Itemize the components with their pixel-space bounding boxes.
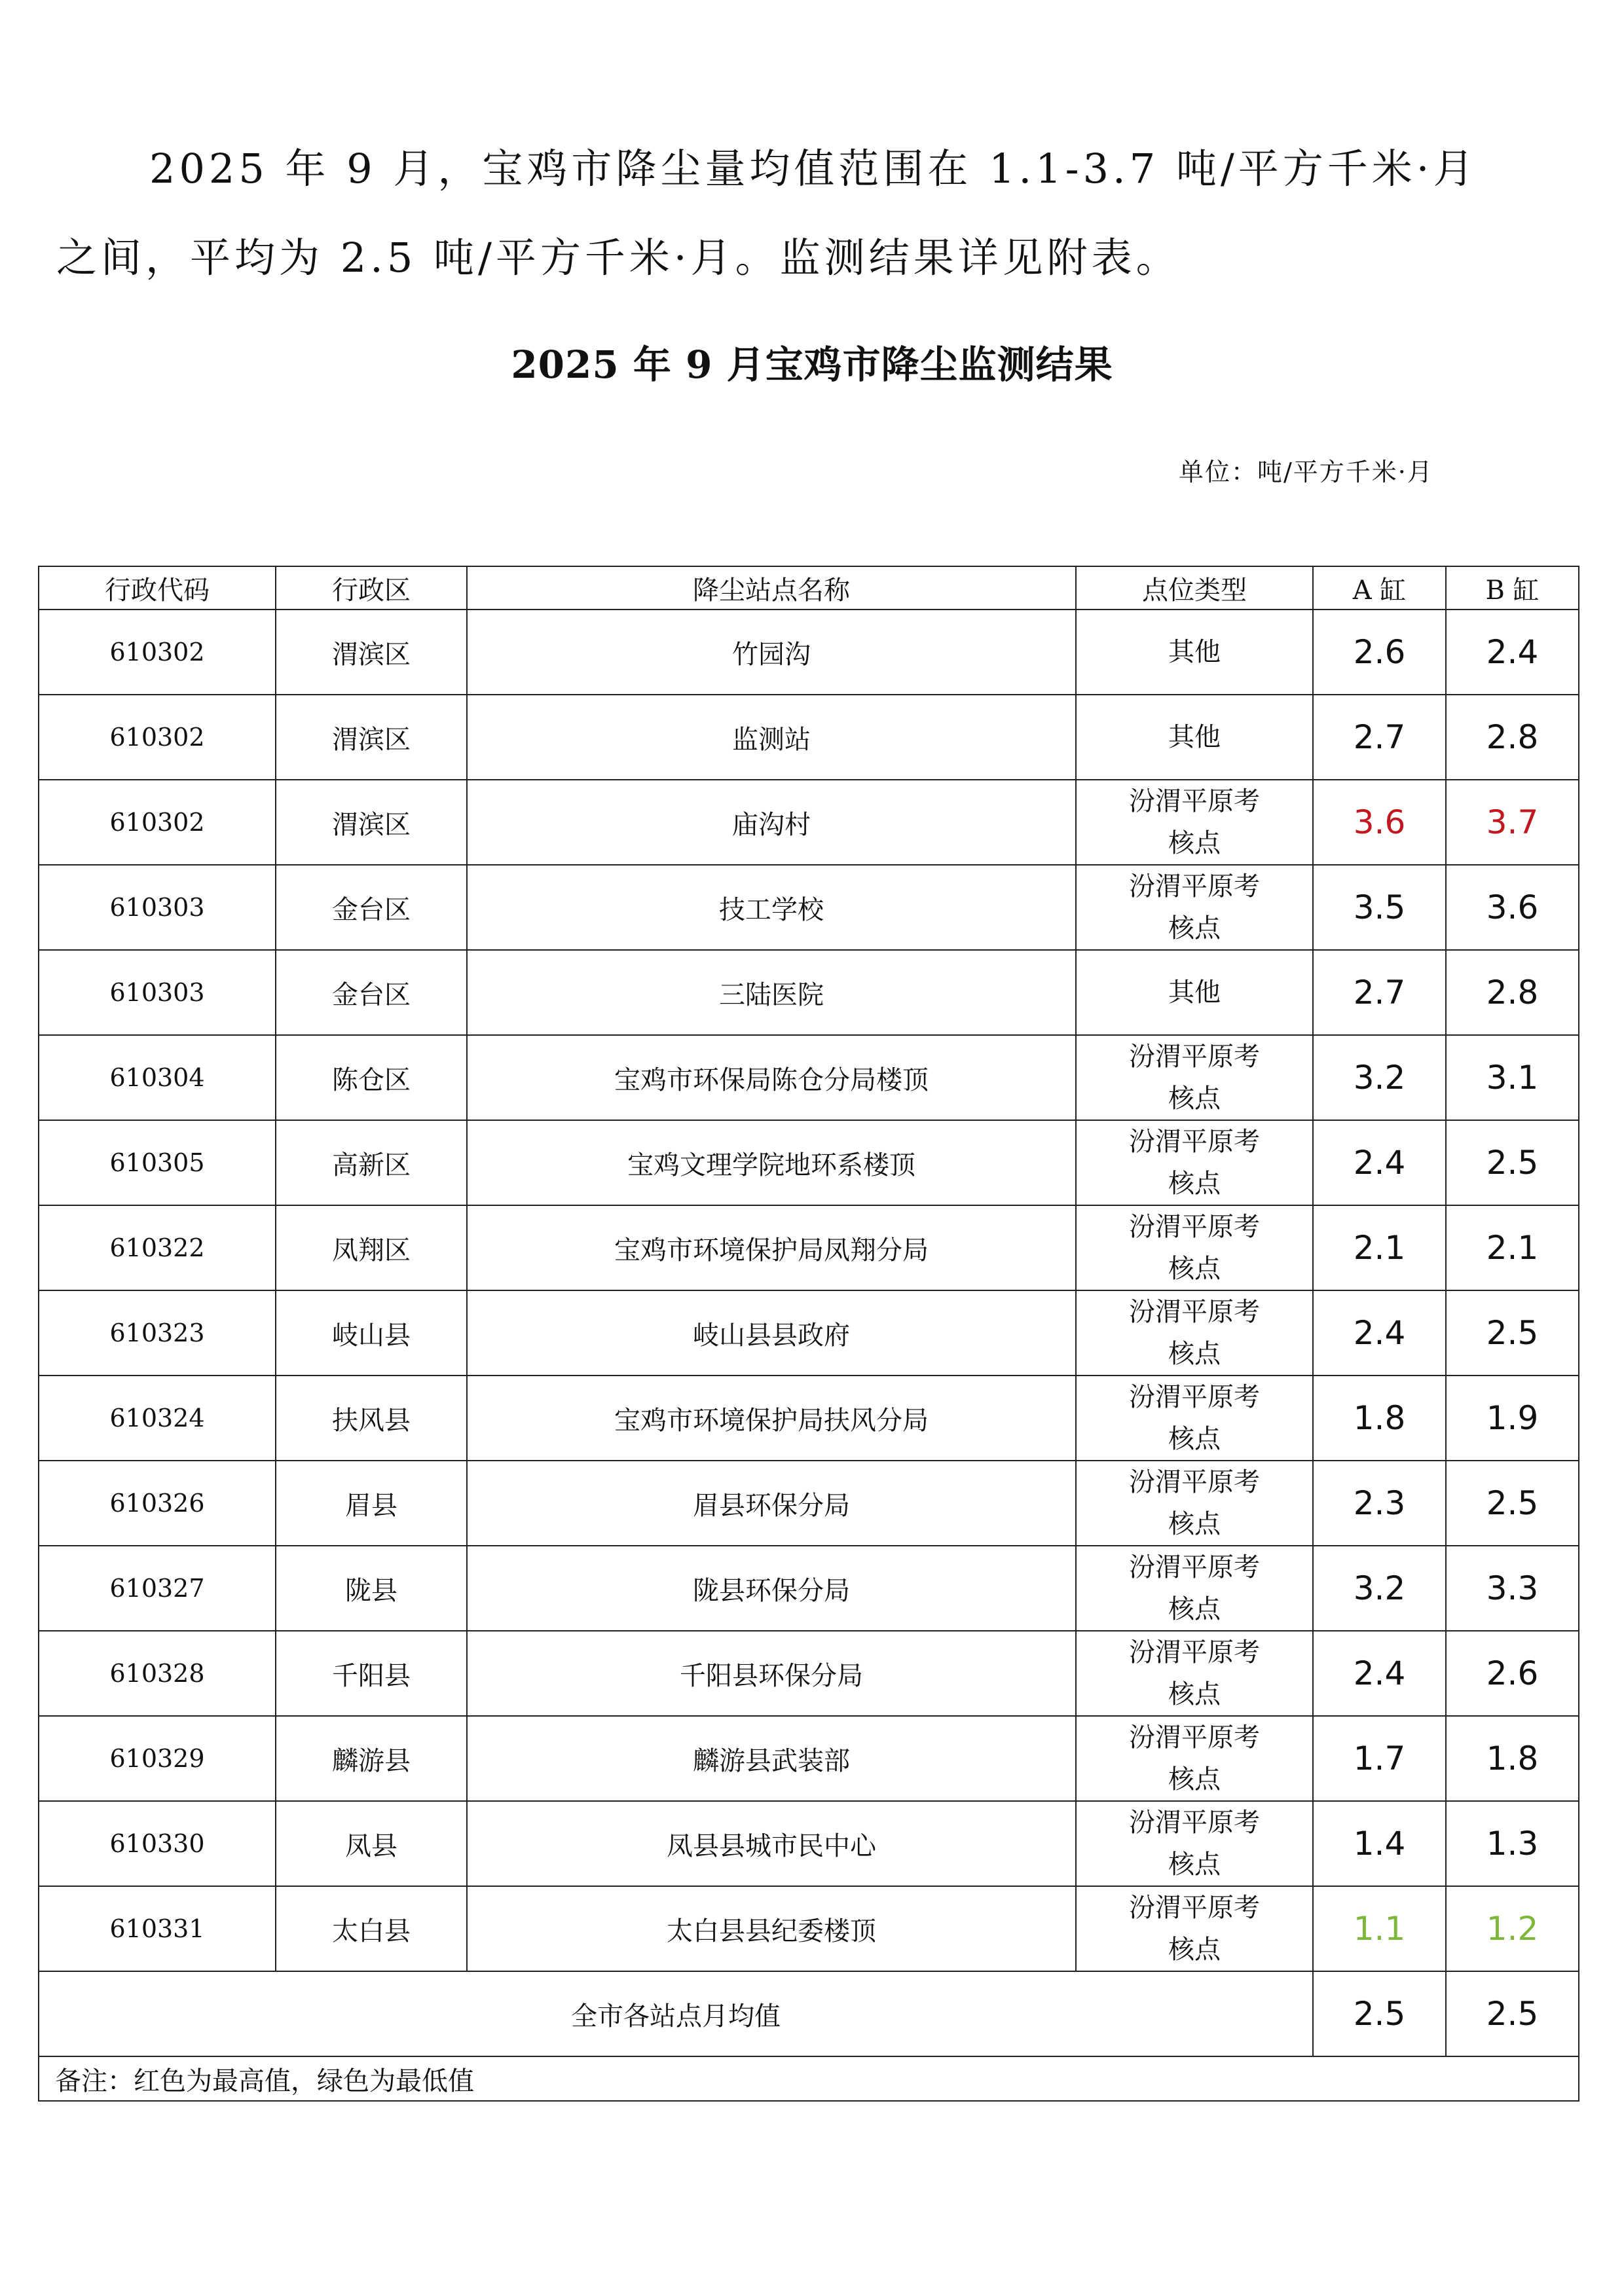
table-header-row (39, 566, 1579, 610)
average-row (39, 1971, 1579, 2056)
row-b-value: 2.5 (1446, 1120, 1579, 1205)
row-b-value: 2.1 (1446, 1205, 1579, 1290)
table-row (39, 780, 1579, 865)
row-a-value: 1.7 (1313, 1716, 1446, 1801)
row-code: 610302 (39, 610, 276, 695)
row-a-value: 1.8 (1313, 1376, 1446, 1461)
row-b-value: 2.6 (1446, 1631, 1579, 1716)
row-code: 610328 (39, 1631, 276, 1716)
row-site-name: 陇县环保分局 (467, 1546, 1076, 1631)
row-site-name: 宝鸡市环保局陈仓分局楼顶 (467, 1035, 1076, 1120)
row-a-value: 3.2 (1313, 1546, 1446, 1631)
row-site-type: 汾渭平原考核点 (1076, 1290, 1313, 1376)
row-district: 千阳县 (276, 1631, 467, 1716)
row-site-type: 汾渭平原考核点 (1076, 865, 1313, 950)
row-site-name: 竹园沟 (467, 610, 1076, 695)
row-b-value: 1.8 (1446, 1716, 1579, 1801)
header-site: 降尘站点名称 (467, 566, 1076, 610)
row-site-type: 汾渭平原考核点 (1076, 1205, 1313, 1290)
table-row (39, 1886, 1579, 1971)
row-district: 凤翔区 (276, 1205, 467, 1290)
row-b-value: 2.8 (1446, 695, 1579, 780)
row-code: 610322 (39, 1205, 276, 1290)
row-site-type: 汾渭平原考核点 (1076, 1376, 1313, 1461)
row-b-value: 3.6 (1446, 865, 1579, 950)
row-site-type: 汾渭平原考核点 (1076, 1035, 1313, 1120)
row-site-name: 宝鸡市环境保护局凤翔分局 (467, 1205, 1076, 1290)
row-site-name: 技工学校 (467, 865, 1076, 950)
row-b-value: 1.3 (1446, 1801, 1579, 1886)
row-site-type: 汾渭平原考核点 (1076, 1546, 1313, 1631)
row-a-value: 3.5 (1313, 865, 1446, 950)
row-a-value: 2.7 (1313, 695, 1446, 780)
table-body (39, 610, 1579, 1971)
row-district: 岐山县 (276, 1290, 467, 1376)
intro-line-1: 2025 年 9 月，宝鸡市降尘量均值范围在 1.1-3.7 吨/平方千米·月 (149, 145, 1478, 192)
row-site-type: 汾渭平原考核点 (1076, 1120, 1313, 1205)
average-label: 全市各站点月均值 (39, 1971, 1313, 2056)
row-site-name: 监测站 (467, 695, 1076, 780)
row-b-value: 3.3 (1446, 1546, 1579, 1631)
row-district: 麟游县 (276, 1716, 467, 1801)
row-site-type: 汾渭平原考核点 (1076, 1461, 1313, 1546)
table-row (39, 1120, 1579, 1205)
row-site-type: 其他 (1076, 695, 1313, 780)
table-row (39, 610, 1579, 695)
row-code: 610303 (39, 950, 276, 1035)
row-b-value: 1.2 (1446, 1886, 1579, 1971)
header-b: B 缸 (1446, 566, 1579, 610)
results-table (38, 566, 1579, 2102)
row-a-value: 2.4 (1313, 1120, 1446, 1205)
row-b-value: 3.1 (1446, 1035, 1579, 1120)
row-b-value: 2.8 (1446, 950, 1579, 1035)
row-code: 610329 (39, 1716, 276, 1801)
row-site-type: 汾渭平原考核点 (1076, 780, 1313, 865)
table-row (39, 1631, 1579, 1716)
row-district: 陇县 (276, 1546, 467, 1631)
table-row (39, 1376, 1579, 1461)
row-code: 610302 (39, 695, 276, 780)
table-row (39, 1461, 1579, 1546)
row-site-type: 其他 (1076, 950, 1313, 1035)
row-site-type: 汾渭平原考核点 (1076, 1886, 1313, 1971)
row-district: 金台区 (276, 950, 467, 1035)
row-site-type: 汾渭平原考核点 (1076, 1631, 1313, 1716)
row-district: 凤县 (276, 1801, 467, 1886)
row-site-type: 汾渭平原考核点 (1076, 1716, 1313, 1801)
unit-label: 单位：吨/平方千米·月 (1179, 458, 1433, 486)
row-a-value: 1.4 (1313, 1801, 1446, 1886)
table-row (39, 865, 1579, 950)
row-code: 610323 (39, 1290, 276, 1376)
table-row (39, 1716, 1579, 1801)
row-site-name: 三陆医院 (467, 950, 1076, 1035)
table-note: 备注：红色为最高值，绿色为最低值 (39, 2056, 1579, 2101)
row-a-value: 2.3 (1313, 1461, 1446, 1546)
row-district: 太白县 (276, 1886, 467, 1971)
row-code: 610327 (39, 1546, 276, 1631)
row-district: 渭滨区 (276, 780, 467, 865)
row-b-value: 2.5 (1446, 1461, 1579, 1546)
row-site-name: 千阳县环保分局 (467, 1631, 1076, 1716)
row-district: 渭滨区 (276, 610, 467, 695)
row-district: 高新区 (276, 1120, 467, 1205)
row-a-value: 2.7 (1313, 950, 1446, 1035)
row-b-value: 2.5 (1446, 1290, 1579, 1376)
row-district: 金台区 (276, 865, 467, 950)
table-row (39, 1290, 1579, 1376)
row-a-value: 3.6 (1313, 780, 1446, 865)
row-district: 眉县 (276, 1461, 467, 1546)
row-site-name: 麟游县武装部 (467, 1716, 1076, 1801)
row-a-value: 2.6 (1313, 610, 1446, 695)
header-code: 行政代码 (39, 566, 276, 610)
row-district: 渭滨区 (276, 695, 467, 780)
row-code: 610330 (39, 1801, 276, 1886)
average-a-value: 2.5 (1313, 1971, 1446, 2056)
row-b-value: 2.4 (1446, 610, 1579, 695)
row-site-name: 眉县环保分局 (467, 1461, 1076, 1546)
row-site-name: 岐山县县政府 (467, 1290, 1076, 1376)
page-title: 2025 年 9 月宝鸡市降尘监测结果 (511, 342, 1113, 387)
table-row (39, 1035, 1579, 1120)
intro-paragraph (56, 124, 1485, 302)
average-b-value: 2.5 (1446, 1971, 1579, 2056)
row-code: 610326 (39, 1461, 276, 1546)
row-a-value: 1.1 (1313, 1886, 1446, 1971)
header-a: A 缸 (1313, 566, 1446, 610)
row-a-value: 2.1 (1313, 1205, 1446, 1290)
table-row (39, 950, 1579, 1035)
intro-line-2: 之间，平均为 2.5 吨/平方千米·月。监测结果详见附表。 (56, 234, 1181, 282)
row-site-name: 太白县县纪委楼顶 (467, 1886, 1076, 1971)
row-a-value: 2.4 (1313, 1631, 1446, 1716)
row-b-value: 3.7 (1446, 780, 1579, 865)
row-site-name: 庙沟村 (467, 780, 1076, 865)
table-row (39, 695, 1579, 780)
row-site-name: 凤县县城市民中心 (467, 1801, 1076, 1886)
row-code: 610302 (39, 780, 276, 865)
header-district: 行政区 (276, 566, 467, 610)
row-code: 610304 (39, 1035, 276, 1120)
row-site-name: 宝鸡文理学院地环系楼顶 (467, 1120, 1076, 1205)
row-b-value: 1.9 (1446, 1376, 1579, 1461)
row-a-value: 2.4 (1313, 1290, 1446, 1376)
row-code: 610305 (39, 1120, 276, 1205)
row-site-type: 汾渭平原考核点 (1076, 1801, 1313, 1886)
note-row (39, 2056, 1579, 2101)
row-code: 610303 (39, 865, 276, 950)
row-a-value: 3.2 (1313, 1035, 1446, 1120)
table-row (39, 1801, 1579, 1886)
table-row (39, 1205, 1579, 1290)
row-site-name: 宝鸡市环境保护局扶风分局 (467, 1376, 1076, 1461)
row-code: 610331 (39, 1886, 276, 1971)
row-district: 扶风县 (276, 1376, 467, 1461)
header-type: 点位类型 (1076, 566, 1313, 610)
table-row (39, 1546, 1579, 1631)
row-code: 610324 (39, 1376, 276, 1461)
row-site-type: 其他 (1076, 610, 1313, 695)
row-district: 陈仓区 (276, 1035, 467, 1120)
